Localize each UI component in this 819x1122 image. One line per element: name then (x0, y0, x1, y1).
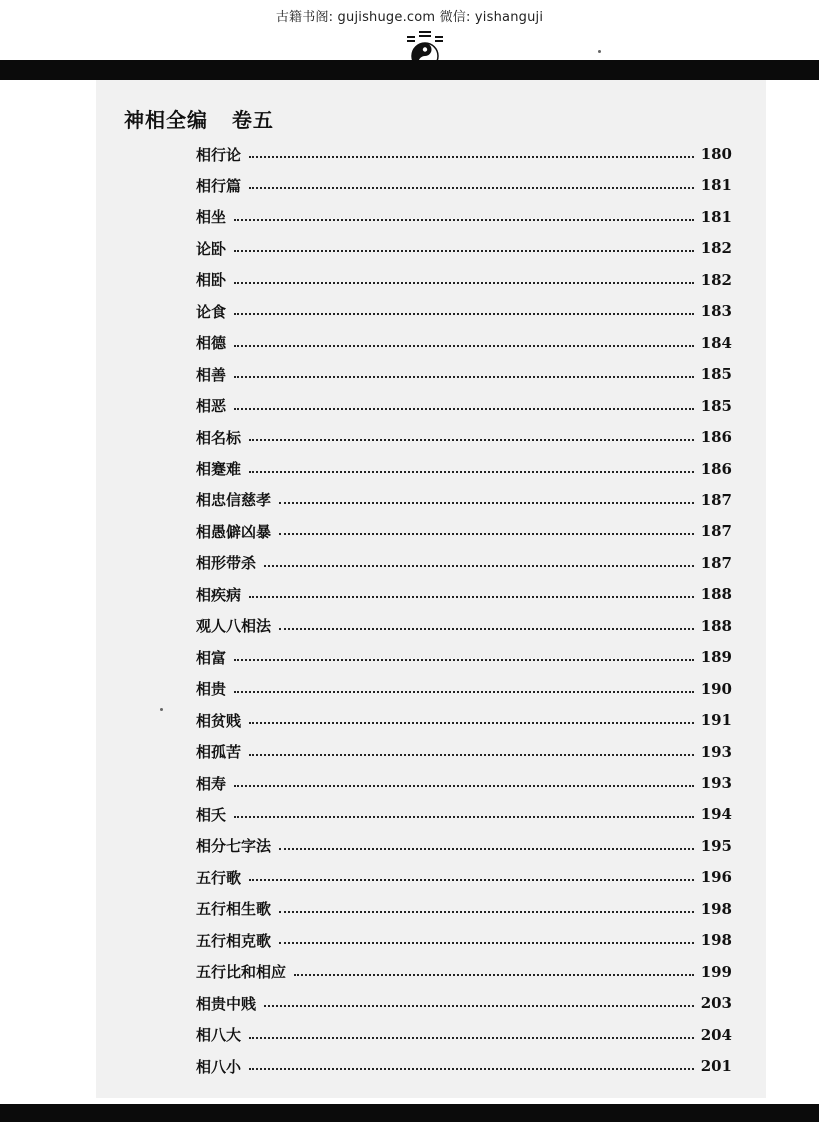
section-title: 神相全编 卷五 (124, 108, 274, 132)
toc-entry-page: 184 (700, 333, 732, 352)
dot-leader (279, 911, 694, 913)
toc-entry-page: 203 (700, 994, 732, 1013)
toc-entry[interactable] (196, 802, 732, 826)
toc-entry-page: 186 (700, 459, 732, 478)
dot-leader (279, 533, 694, 535)
toc-entry[interactable] (196, 897, 732, 921)
watermark-text: 古籍书阁: gujishuge.com 微信: yishanguji (275, 10, 544, 25)
toc-entry-title: 相卧 (196, 271, 227, 290)
toc-entry-page: 187 (700, 553, 732, 572)
toc-entry-page: 204 (700, 1025, 732, 1044)
toc-entry-page: 182 (700, 239, 732, 258)
toc-entry-title: 五行相克歌 (196, 931, 272, 950)
toc-entry-title: 相蹇难 (196, 460, 242, 478)
toc-entry-title: 相贫贱 (196, 711, 242, 730)
toc-entry[interactable] (196, 173, 732, 197)
toc-entry-page: 188 (700, 585, 732, 604)
dot-leader (249, 1068, 694, 1070)
toc-entry[interactable] (196, 1023, 732, 1047)
dot-leader (249, 722, 694, 724)
toc-entry[interactable] (196, 488, 732, 512)
toc-entry[interactable] (196, 928, 732, 952)
toc-entry-title: 五行比和相应 (196, 963, 287, 982)
toc-entry[interactable] (196, 740, 732, 764)
toc-entry-page: 201 (700, 1057, 732, 1076)
toc-entry-page: 193 (700, 774, 732, 792)
toc-entry[interactable] (196, 1054, 732, 1078)
toc-entry-title: 论卧 (196, 239, 227, 258)
toc-entry[interactable] (196, 771, 732, 795)
toc-entry-page: 183 (700, 302, 732, 321)
toc-entry[interactable] (196, 425, 732, 449)
dot-leader (249, 187, 694, 189)
toc-entry-title: 相富 (196, 648, 227, 667)
dot-leader (234, 282, 694, 284)
dot-leader (264, 565, 694, 567)
toc-entry[interactable] (196, 645, 732, 669)
toc-entry-title: 相坐 (196, 208, 227, 227)
toc-entry-title: 五行歌 (196, 868, 242, 887)
toc-entry-page: 198 (700, 899, 732, 918)
toc-entry-title: 相夭 (196, 805, 227, 824)
dot-leader (249, 471, 694, 473)
toc-entry-page: 188 (700, 616, 732, 635)
dot-leader (279, 502, 694, 504)
dot-leader (234, 250, 694, 252)
toc-entry-title: 相贵 (196, 680, 227, 699)
toc-entry[interactable] (196, 991, 732, 1015)
dot-leader (249, 156, 694, 158)
toc-entry-title: 相形带杀 (196, 554, 257, 573)
toc-entry-title: 相八大 (196, 1026, 242, 1045)
dot-leader (234, 219, 694, 221)
toc-entry-page: 185 (700, 396, 732, 415)
dot-leader (249, 754, 694, 756)
dot-leader (234, 408, 694, 410)
dot-leader (234, 345, 694, 347)
toc-entry-title: 相孤苦 (196, 743, 242, 762)
toc-entry-title: 相分七字法 (196, 837, 272, 856)
dot-leader (234, 816, 694, 818)
dot-leader (279, 628, 694, 630)
toc-entry[interactable] (196, 614, 732, 638)
toc-entry-page: 186 (700, 428, 732, 447)
toc-entry-page: 193 (700, 742, 732, 761)
toc-entry-page: 196 (700, 868, 732, 887)
toc-entry-page: 181 (700, 176, 732, 195)
toc-entry-page: 198 (700, 931, 732, 950)
toc-entry-title: 相行论 (196, 145, 242, 164)
toc-entry-page: 187 (700, 522, 732, 541)
dot-leader (234, 659, 694, 661)
toc-entry-page: 185 (700, 365, 732, 384)
toc-entry[interactable] (196, 142, 732, 166)
toc-entry-title: 五行相生歌 (196, 900, 272, 919)
dot-leader (279, 848, 694, 850)
toc-entry[interactable] (196, 960, 732, 984)
toc-entry[interactable] (196, 708, 732, 732)
toc-entry[interactable] (196, 362, 732, 386)
dot-leader (294, 974, 694, 976)
dot-leader (249, 439, 694, 441)
toc-entry-page: 181 (700, 207, 732, 226)
dot-leader (249, 596, 694, 598)
toc-entry-page: 195 (700, 836, 732, 855)
dot-leader (234, 785, 694, 787)
toc-entry[interactable] (196, 457, 732, 481)
toc-entry-page: 194 (700, 805, 732, 824)
toc-entry[interactable] (196, 834, 732, 858)
toc-entry-page: 180 (700, 145, 732, 163)
toc-entry[interactable] (196, 394, 732, 418)
toc-entry[interactable] (196, 299, 732, 323)
toc-entry-title: 相寿 (196, 774, 227, 793)
toc-entry-title: 论食 (196, 302, 227, 321)
toc-entry[interactable] (196, 677, 732, 701)
toc-entry[interactable] (196, 331, 732, 355)
toc-entry-title: 相名标 (196, 428, 242, 447)
toc-entry-page: 190 (700, 679, 732, 698)
toc-entry-title: 相疾病 (196, 585, 242, 604)
toc-entry-page: 187 (700, 490, 732, 509)
toc-entry[interactable] (196, 205, 732, 229)
toc-entry-title: 相恶 (196, 397, 227, 416)
toc-entry-title: 观人八相法 (196, 617, 272, 636)
scan-bottom-band (0, 1104, 819, 1122)
toc-entry-title: 相忠信慈孝 (196, 491, 272, 510)
dot-leader (249, 879, 694, 881)
dot-leader (279, 942, 694, 944)
toc-entry-title: 相贵中贱 (196, 994, 257, 1013)
dot-leader (234, 313, 694, 315)
toc-entry-page: 182 (700, 270, 732, 289)
toc-entry-page: 189 (700, 648, 732, 667)
toc-entry-title: 相善 (196, 365, 227, 384)
toc-entry[interactable] (196, 268, 732, 292)
toc-entry-title: 相愚僻凶暴 (196, 522, 272, 541)
toc-entry-page: 191 (700, 711, 732, 730)
dot-leader (249, 1037, 694, 1039)
dot-leader (264, 1005, 694, 1007)
toc-entry[interactable] (196, 236, 732, 260)
toc-entry-title: 相行篇 (196, 176, 242, 195)
toc-entry-page: 199 (700, 962, 732, 981)
toc-entry[interactable] (196, 582, 732, 606)
toc-entry[interactable] (196, 865, 732, 889)
dot-leader (234, 376, 694, 378)
toc-entry-title: 相八小 (196, 1057, 242, 1076)
toc-entry[interactable] (196, 551, 732, 575)
toc-entry[interactable] (196, 519, 732, 543)
toc-entry-title: 相德 (196, 334, 227, 353)
dot-leader (234, 691, 694, 693)
